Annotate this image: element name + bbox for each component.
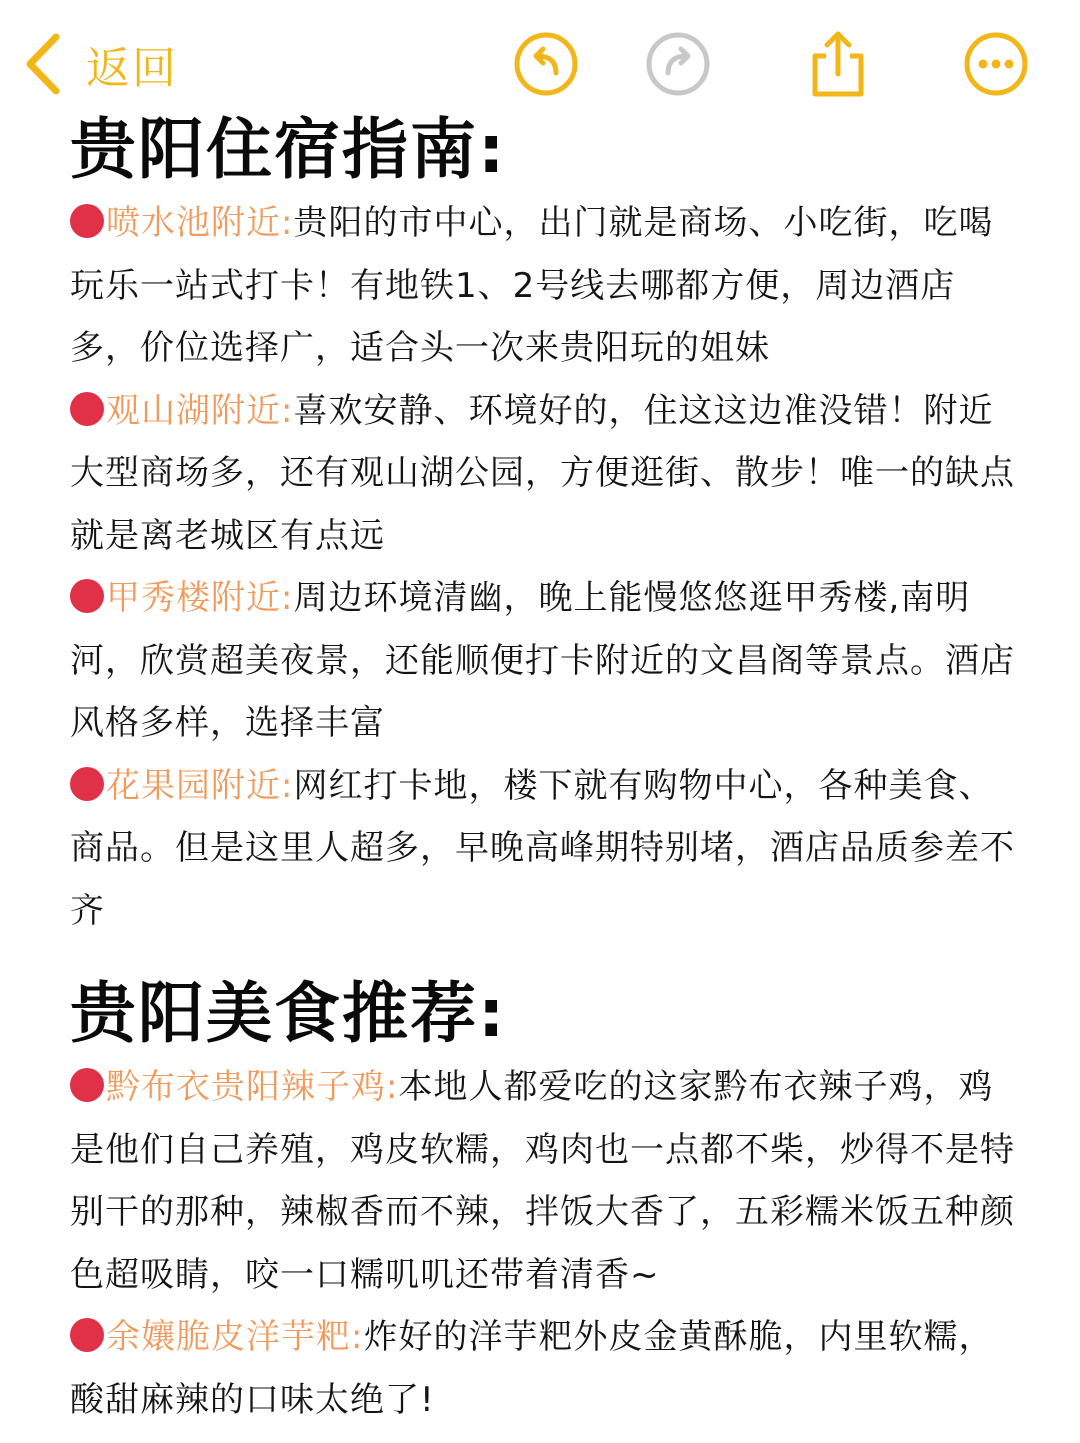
share-icon	[802, 28, 874, 100]
food-item-name: 余孃脆皮洋芋粑:	[106, 1317, 364, 1357]
red-dot-icon	[70, 579, 104, 613]
red-dot-icon	[70, 1068, 104, 1102]
redo-button[interactable]	[642, 28, 714, 100]
back-button[interactable]	[22, 28, 178, 100]
food-item-desc: 本地人都爱吃的这家黔布衣辣子鸡，鸡是他们自己养殖，鸡皮软糯，鸡肉也一点都不柴，炒得不是特别干的那种，辣椒香而不辣，拌饭大香了，五彩糯米饭五种颜色超吸睛，咬一口糯叽叽还带着清香~	[70, 1067, 1015, 1295]
food-item-desc: 炸好的洋芋粑外皮金黄酥脆，内里软糯，酸甜麻辣的口味太绝了!	[70, 1317, 994, 1420]
food-item	[70, 1056, 1020, 1306]
red-dot-icon	[70, 204, 104, 238]
more-icon	[960, 28, 1032, 100]
redo-icon	[642, 28, 714, 100]
lodging-item-name: 甲秀楼附近:	[106, 578, 294, 618]
food-item-name: 黔布衣贵阳辣子鸡:	[106, 1067, 399, 1107]
share-button[interactable]	[802, 28, 874, 100]
food-item	[70, 1306, 1020, 1431]
lodging-title: 贵阳住宿指南:	[70, 111, 507, 188]
undo-icon	[510, 28, 582, 100]
top-toolbar	[0, 0, 1080, 118]
lodging-section	[70, 108, 1020, 942]
more-button[interactable]	[960, 28, 1032, 100]
food-section	[70, 972, 1020, 1431]
red-dot-icon	[70, 1318, 104, 1352]
undo-button[interactable]	[510, 28, 582, 100]
lodging-item-desc: 喜欢安静、环境好的，住这这边准没错！附近大型商场多，还有观山湖公园，方便逛街、散步！唯一的缺点就是离老城区有点远	[70, 390, 1015, 556]
lodging-item-name: 观山湖附近:	[106, 390, 294, 431]
lodging-item	[70, 567, 1020, 755]
lodging-item	[70, 192, 1020, 380]
lodging-item-desc: 网红打卡地，楼下就有购物中心，各种美食、商品。但是这里人超多，早晚高峰期特别堵，酒店品质参差不齐	[70, 765, 1015, 931]
food-title: 贵阳美食推荐:	[70, 975, 507, 1052]
red-dot-icon	[70, 767, 104, 801]
lodging-item-desc: 周边环境清幽，晚上能慢悠悠逛甲秀楼,南明河，欣赏超美夜景，还能顺便打卡附近的文昌阁等景点。酒店风格多样，选择丰富	[70, 578, 1015, 743]
note-body[interactable]	[70, 108, 1020, 1431]
chevron-left-icon	[22, 31, 62, 97]
red-dot-icon	[70, 392, 104, 426]
lodging-item	[70, 755, 1020, 943]
lodging-item-name: 花果园附近:	[106, 765, 294, 806]
lodging-item	[70, 380, 1020, 568]
lodging-item-desc: 贵阳的市中心，出门就是商场、小吃街，吃喝玩乐一站式打卡！有地铁1、2号线去哪都方便，周边酒店多，价位选择广，适合头一次来贵阳玩的姐妹	[70, 203, 994, 368]
lodging-item-name: 喷水池附近:	[106, 203, 294, 243]
back-label: 返回	[86, 43, 178, 94]
